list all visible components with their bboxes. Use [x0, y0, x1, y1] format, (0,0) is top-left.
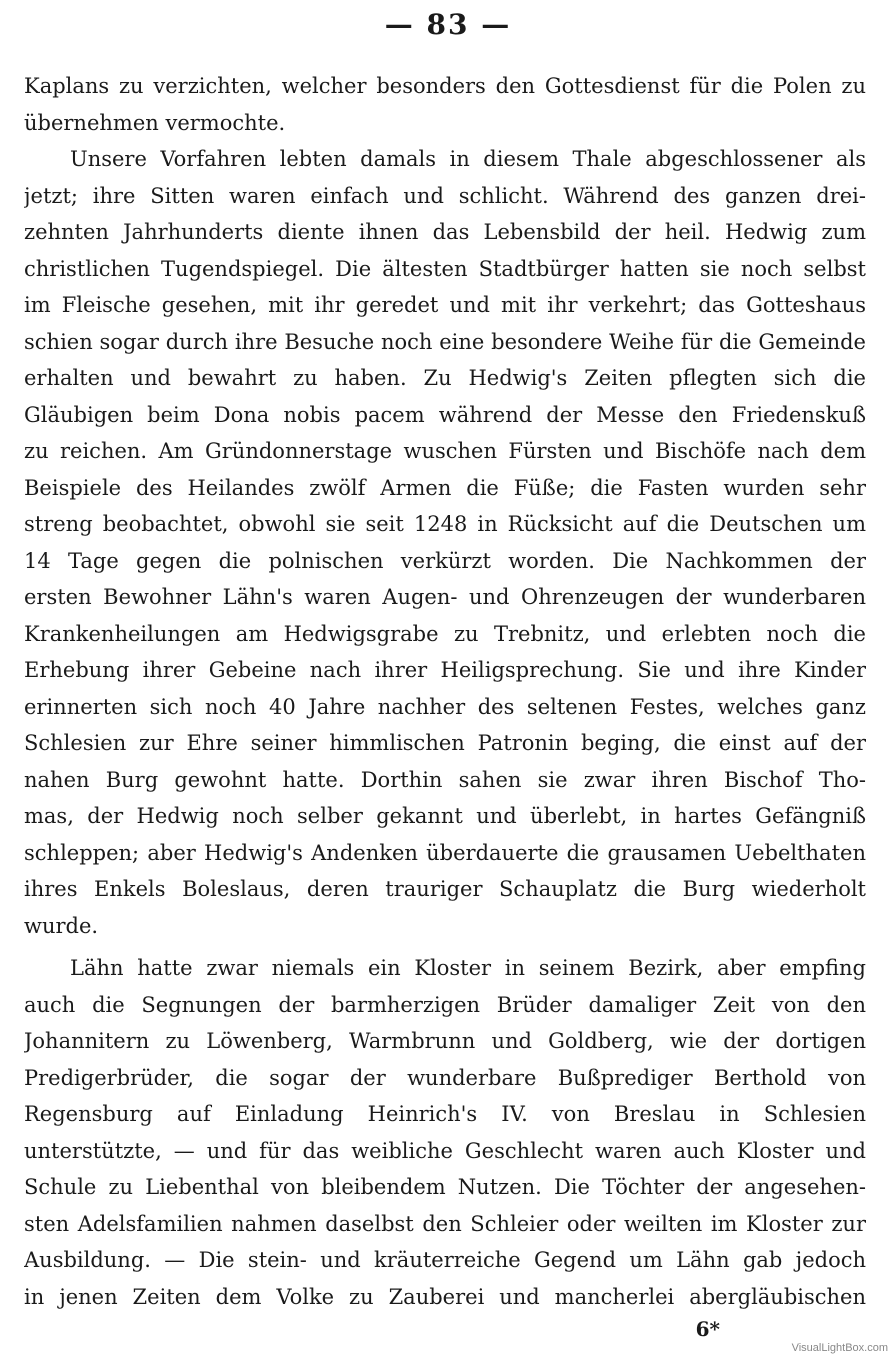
text-line: streng beobachtet, obwohl sie seit 1248 in Rücksicht auf die Deutschen um [24, 512, 866, 536]
text-line: Schlesien zur Ehre seiner himmlischen Patronin beging, die einst auf der [24, 731, 866, 755]
text-line: Regensburg auf Einladung Heinrich's IV. von Breslau in Schlesien [24, 1102, 866, 1126]
text-line: Unsere Vorfahren lebten damals in diesem Thale abgeschlossener als [70, 147, 866, 171]
text-line: schien sogar durch ihre Besuche noch eine besondere Weihe für die Gemeinde [24, 329, 866, 354]
text-line: unterstützte, — und für das weibliche Geschlecht waren auch Kloster und [24, 1138, 866, 1163]
page-number-header: — 83 — [384, 8, 512, 41]
text-line: Ausbildung. — Die stein- und kräuterreiche Gegend um Lähn gab jedoch [24, 1248, 866, 1272]
signature-mark: 6* [695, 1317, 720, 1341]
text-line: Krankenheilungen am Hedwigsgrabe zu Trebnitz, und erlebten noch die [24, 621, 866, 646]
text-line: Erhebung ihrer Gebeine nach ihrer Heiligsprechung. Sie und ihre Kinder [24, 658, 866, 682]
text-line: Lähn hatte zwar niemals ein Kloster in seinem Bezirk, aber empfing [70, 956, 866, 980]
text-line: in jenen Zeiten dem Volke zu Zauberei und mancherlei abergläubischen [24, 1284, 866, 1309]
text-line: sten Adelsfamilien nahmen daselbst den Schleier oder weilten im Kloster zur [24, 1211, 866, 1236]
text-line: Schule zu Liebenthal von bleibendem Nutzen. Die Töchter der angesehen- [24, 1175, 866, 1199]
text-line: zehnten Jahrhunderts diente ihnen das Lebensbild der heil. Hedwig zum [24, 220, 866, 244]
text-line: Gläubigen beim Dona nobis pacem während der Messe den Friedenskuß [24, 402, 866, 427]
text-line: 14 Tage gegen die polnischen verkürzt worden. Die Nachkommen der [24, 548, 866, 573]
text-line: zu reichen. Am Gründonnerstage wuschen Fürsten und Bischöfe nach dem [24, 439, 866, 463]
text-line: auch die Segnungen der barmherzigen Brüder damaliger Zeit von den [24, 992, 866, 1017]
text-line: jetzt; ihre Sitten waren einfach und schlicht. Während des ganzen drei- [24, 183, 866, 208]
text-line: wurde. [24, 913, 99, 938]
text-line: erhalten und bewahrt zu haben. Zu Hedwig's Zeiten pflegten sich die [24, 366, 866, 390]
paragraph-1 [24, 68, 866, 141]
text-line: ersten Bewohner Lähn's waren Augen- und Ohrenzeugen der wunderbaren [24, 585, 866, 609]
text-line: ihres Enkels Boleslaus, deren trauriger Schauplatz die Burg wiederholt [24, 877, 866, 901]
text-line: Johannitern zu Löwenberg, Warmbrunn und Goldberg, wie der dortigen [24, 1029, 866, 1053]
paragraph-3 [24, 950, 866, 1315]
text-line: mas, der Hedwig noch selber gekannt und überlebt, in hartes Gefängniß [24, 804, 866, 828]
paragraph-2 [24, 141, 866, 944]
text-line: nahen Burg gewohnt hatte. Dorthin sahen sie zwar ihren Bischof Tho- [24, 767, 866, 792]
text-line: erinnerten sich noch 40 Jahre nachher des seltenen Festes, welches ganz [24, 694, 866, 719]
text-line: schleppen; aber Hedwig's Andenken überdauerte die grausamen Uebelthaten [24, 840, 866, 865]
text-line: Predigerbrüder, die sogar der wunderbare Bußprediger Berthold von [24, 1065, 866, 1090]
text-line: im Fleische gesehen, mit ihr geredet und mit ihr verkehrt; das Gotteshaus [24, 293, 866, 317]
text-line: Beispiele des Heilandes zwölf Armen die Füße; die Fasten wurden sehr [24, 475, 866, 500]
text-line: übernehmen vermochte. [24, 110, 286, 135]
text-line: Kaplans zu verzichten, welcher besonders den Gottesdienst für die Polen zu [24, 74, 866, 98]
text-line: christlichen Tugendspiegel. Die ältesten Stadtbürger hatten sie noch selbst [24, 256, 866, 281]
watermark: VisualLightBox.com [791, 1342, 888, 1354]
